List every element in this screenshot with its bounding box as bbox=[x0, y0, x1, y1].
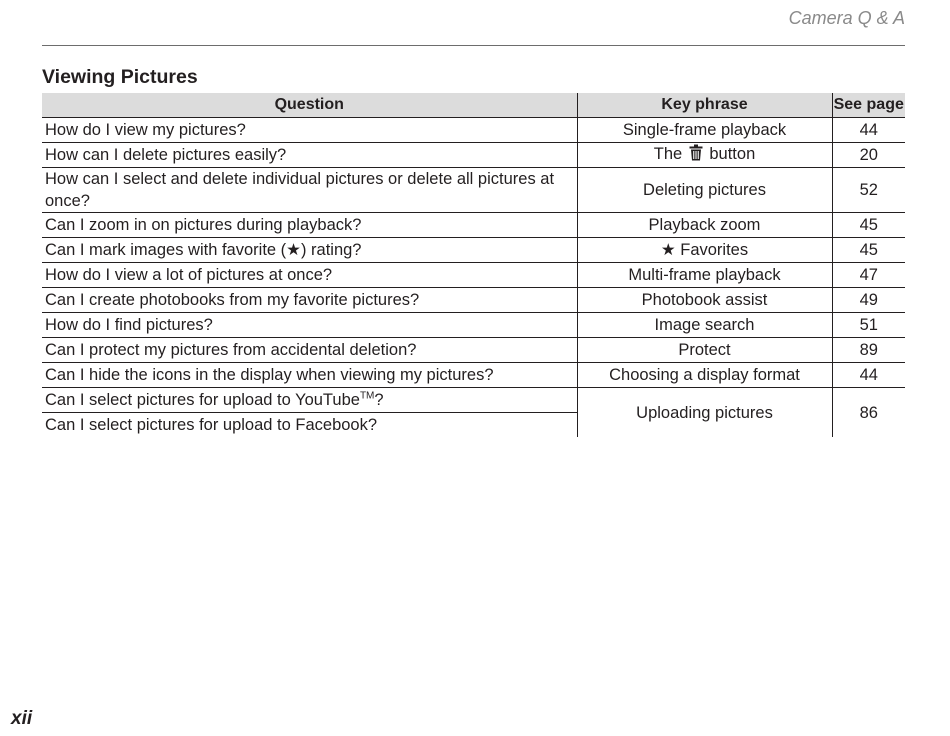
question-cell: How do I view a lot of pictures at once? bbox=[42, 263, 577, 288]
key-phrase-cell: Choosing a display format bbox=[577, 363, 832, 388]
column-header-see-page: See page bbox=[832, 93, 905, 118]
key-phrase-cell: Image search bbox=[577, 313, 832, 338]
table-row bbox=[42, 213, 905, 238]
question-cell: How can I delete pictures easily? bbox=[42, 143, 577, 168]
table-row bbox=[42, 388, 905, 413]
key-phrase-cell: Playback zoom bbox=[577, 213, 832, 238]
table-row bbox=[42, 168, 905, 213]
key-phrase-cell: Uploading pictures bbox=[577, 388, 832, 438]
question-cell: Can I protect my pictures from accidental deletion? bbox=[42, 338, 577, 363]
column-header-question: Question bbox=[42, 93, 577, 118]
table-row bbox=[42, 118, 905, 143]
page-number: xii bbox=[11, 708, 33, 729]
page-cell: 45 bbox=[832, 213, 905, 238]
question-cell: Can I mark images with favorite (★) rating? bbox=[42, 238, 577, 263]
column-header-key-phrase: Key phrase bbox=[577, 93, 832, 118]
table-header-row bbox=[42, 93, 905, 118]
key-phrase-suffix: button bbox=[709, 145, 756, 163]
key-phrase-cell: Protect bbox=[577, 338, 832, 363]
section-title: Viewing Pictures bbox=[42, 66, 198, 88]
page-cell: 44 bbox=[832, 118, 905, 143]
key-phrase-cell: Photobook assist bbox=[577, 288, 832, 313]
key-phrase-cell: ★ Favorites bbox=[577, 238, 832, 263]
question-cell bbox=[42, 388, 577, 413]
table-row bbox=[42, 338, 905, 363]
key-phrase-cell: Single-frame playback bbox=[577, 118, 832, 143]
key-phrase-prefix: The bbox=[653, 145, 683, 163]
page-cell: 49 bbox=[832, 288, 905, 313]
table-row bbox=[42, 238, 905, 263]
table-row bbox=[42, 263, 905, 288]
page-cell: 45 bbox=[832, 238, 905, 263]
key-phrase-cell: Deleting pictures bbox=[577, 168, 832, 213]
question-cell: How do I find pictures? bbox=[42, 313, 577, 338]
question-cell: Can I zoom in on pictures during playback? bbox=[42, 213, 577, 238]
page-cell: 89 bbox=[832, 338, 905, 363]
table-row bbox=[42, 143, 905, 168]
header-divider bbox=[42, 45, 905, 46]
question-cell: Can I hide the icons in the display when viewing my pictures? bbox=[42, 363, 577, 388]
qa-table bbox=[42, 93, 905, 437]
question-cell: How can I select and delete individual pictures or delete all pictures at once? bbox=[42, 168, 577, 213]
question-cell: How do I view my pictures? bbox=[42, 118, 577, 143]
key-phrase-cell: Multi-frame playback bbox=[577, 263, 832, 288]
question-cell: Can I create photobooks from my favorite pictures? bbox=[42, 288, 577, 313]
page-cell: 86 bbox=[859, 403, 878, 422]
table-row bbox=[42, 363, 905, 388]
running-header: Camera Q & A bbox=[788, 8, 905, 28]
table-row bbox=[42, 313, 905, 338]
trademark-superscript: TM bbox=[359, 390, 375, 402]
page-cell: 51 bbox=[832, 313, 905, 338]
question-cell: Can I select pictures for upload to Facebook? bbox=[42, 413, 577, 438]
page-cell: 20 bbox=[832, 143, 905, 168]
question-end: ? bbox=[374, 391, 384, 409]
trash-icon bbox=[689, 144, 703, 167]
key-phrase-cell bbox=[577, 143, 832, 168]
page-cell: 47 bbox=[832, 263, 905, 288]
question-text: Can I select pictures for upload to YouTube bbox=[45, 391, 360, 409]
page-cell: 44 bbox=[832, 363, 905, 388]
table-row bbox=[42, 288, 905, 313]
page-cell: 52 bbox=[832, 168, 905, 213]
